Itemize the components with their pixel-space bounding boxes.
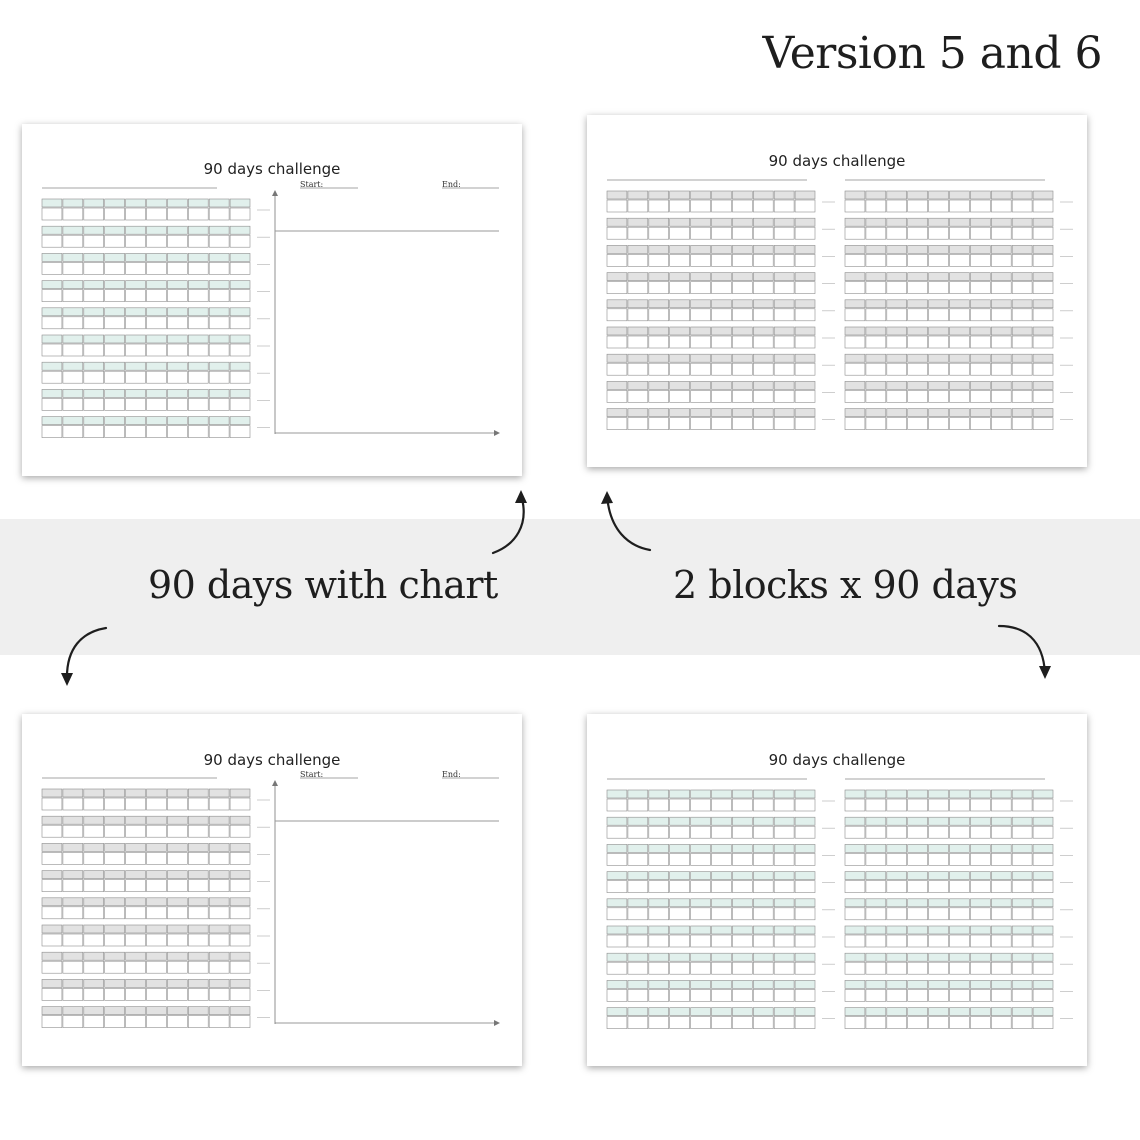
end-label: End:	[442, 770, 461, 779]
label-2-blocks-x-90-days: 2 blocks x 90 days	[673, 563, 1018, 607]
sheet-title: 90 days challenge	[768, 152, 906, 170]
page-heading: Version 5 and 6	[762, 28, 1102, 79]
arrow-up-left-icon	[493, 495, 524, 553]
arrow-up-right-icon	[607, 496, 650, 550]
arrow-down-right-icon	[999, 626, 1045, 673]
sheet-title: 90 days challenge	[768, 751, 906, 769]
end-label: End:	[442, 180, 461, 189]
label-90-days-with-chart: 90 days with chart	[148, 563, 498, 607]
start-label: Start:	[300, 770, 324, 779]
start-label: Start:	[300, 180, 324, 189]
sheet-title: 90 days challenge	[203, 751, 341, 769]
sheet-title: 90 days challenge	[203, 160, 341, 178]
arrow-down-left-icon	[67, 628, 106, 680]
